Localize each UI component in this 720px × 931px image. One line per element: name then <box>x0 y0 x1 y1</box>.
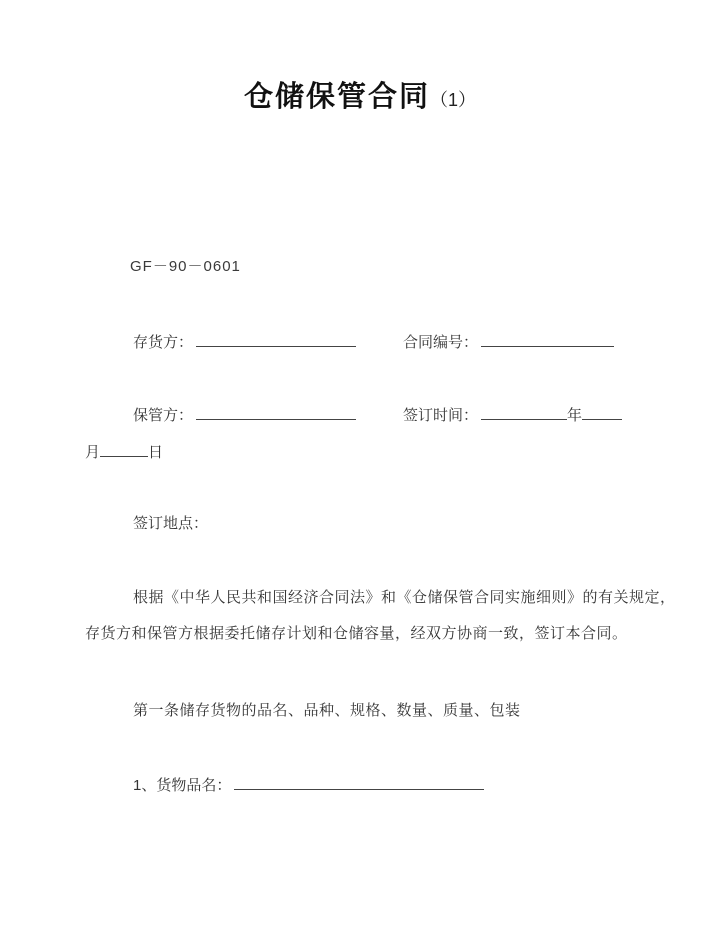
month-label: 月 <box>85 444 101 461</box>
contract-no-blank-line <box>481 331 614 347</box>
day-label: 日 <box>148 444 164 461</box>
article-1-heading: 第一条储存货物的品名、品种、规格、数量、质量、包装 <box>133 702 521 719</box>
goods-name-field <box>133 774 484 796</box>
depositor-blank-line <box>196 331 356 347</box>
custodian-label: 保管方： <box>133 407 194 424</box>
title-suffix: （1） <box>430 90 477 110</box>
contract-no-label: 合同编号： <box>403 334 479 351</box>
goods-name-label: 1、货物品名： <box>133 777 232 794</box>
month-day-field <box>85 441 163 463</box>
basis-paragraph-line-1: 根据《中华人民共和国经济合同法》和《仓储保管合同实施细则》的有关规定， <box>133 589 676 606</box>
form-code: GF－90－0601 <box>130 258 241 275</box>
sign-time-field <box>403 404 622 426</box>
page-title <box>0 78 720 119</box>
sign-time-day-blank-line <box>100 441 148 457</box>
basis-paragraph-line-2: 存货方和保管方根据委托储存计划和仓储容量，经双方协商一致，签订本合同。 <box>85 625 628 642</box>
year-label: 年 <box>567 407 583 424</box>
sign-time-year-blank-line <box>481 404 567 420</box>
sign-time-month-blank-line <box>582 404 622 420</box>
goods-name-blank-line <box>234 774 484 790</box>
custodian-field <box>133 404 356 426</box>
depositor-field <box>133 331 356 353</box>
custodian-blank-line <box>196 404 356 420</box>
sign-place-label: 签订地点： <box>133 515 209 532</box>
contract-no-field <box>403 331 614 353</box>
sign-time-label: 签订时间： <box>403 407 479 424</box>
title-main: 仓储保管合同 <box>243 81 430 113</box>
depositor-label: 存货方： <box>133 334 194 351</box>
